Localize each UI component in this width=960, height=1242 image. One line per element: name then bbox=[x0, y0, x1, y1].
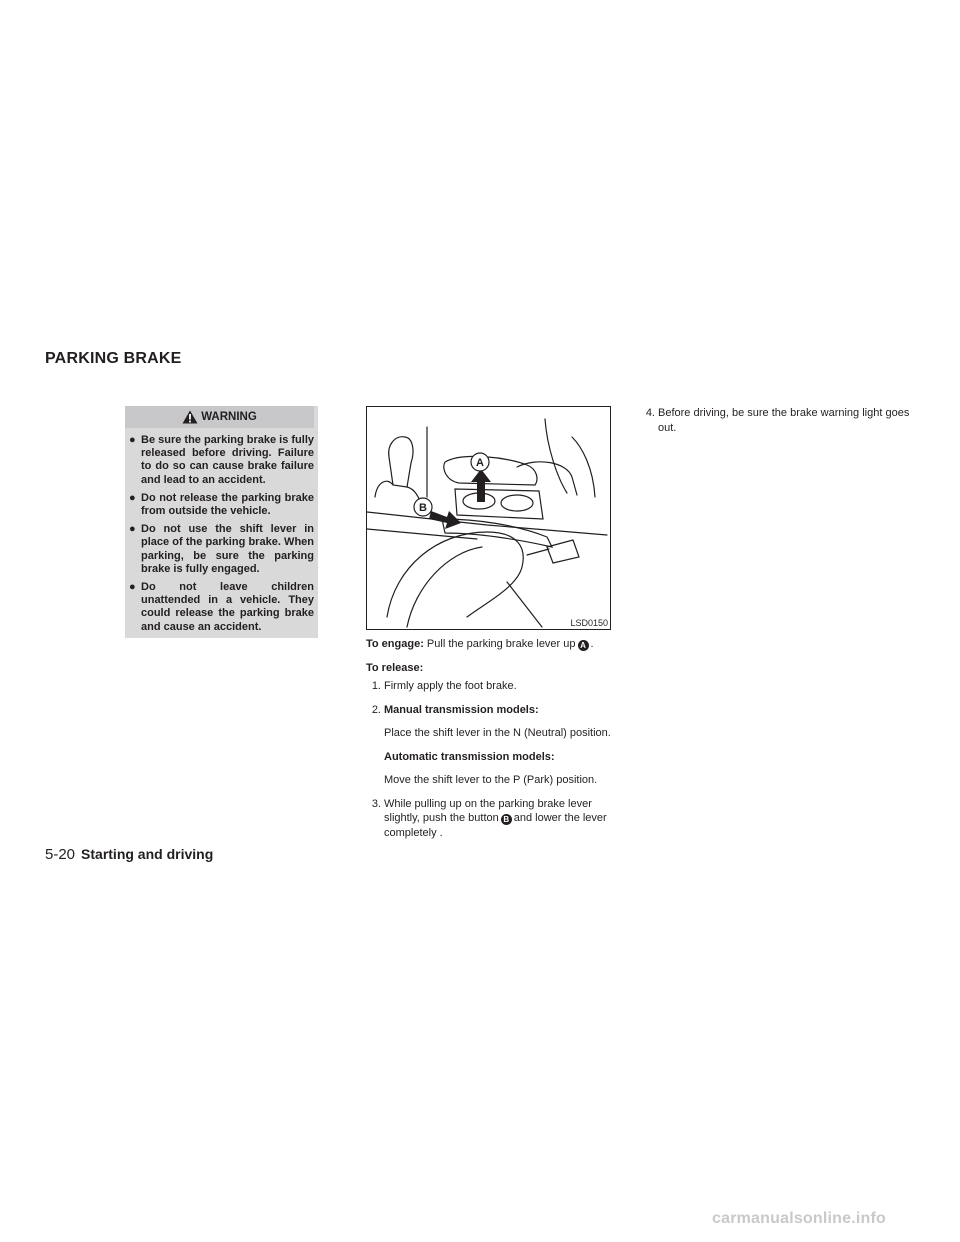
step-2: 2. Manual transmission models: Place the shift lever in the N (Neutral) position. Automatic transmission models: Move the shift lever to the P (Park) position. bbox=[366, 703, 616, 788]
warning-box bbox=[125, 406, 318, 638]
callout-b-label: B bbox=[419, 502, 427, 514]
section-title: PARKING BRAKE bbox=[45, 350, 182, 367]
step-3: 3. While pulling up on the parking brake lever slightly, push the button B and lower the lever completely . bbox=[371, 797, 607, 839]
console-drawing bbox=[367, 407, 610, 629]
warning-item: ● Do not leave children unattended in a vehicle. They could release the parking brake and cause an accident. bbox=[129, 581, 314, 633]
step-1: 1. Firmly apply the foot brake. bbox=[371, 680, 517, 692]
warning-list bbox=[125, 428, 314, 634]
bullet-icon: ● bbox=[129, 491, 136, 504]
bullet-icon: ● bbox=[129, 434, 136, 446]
callout-b-badge: B bbox=[501, 814, 512, 825]
callout-a-badge: A bbox=[578, 640, 589, 651]
figure-code: LSD0150 bbox=[570, 618, 608, 628]
release-label: To release: bbox=[366, 661, 424, 674]
warning-item: ● Be sure the parking brake is fully released before driving. Failure to do so can cause brake failure and lead to an accident. bbox=[129, 434, 315, 486]
warning-title: WARNING bbox=[201, 411, 257, 423]
chapter-name: Starting and driving bbox=[81, 846, 214, 862]
warning-item: ● Do not use the shift lever in place of the parking brake. When parking, be sure the parking brake is fully engaged. bbox=[129, 523, 314, 575]
bullet-icon: ● bbox=[129, 523, 136, 536]
watermark: carmanualsonline.info bbox=[712, 1210, 887, 1227]
manual-text: Place the shift lever in the N (Neutral) position. bbox=[384, 727, 611, 739]
page-footer bbox=[45, 846, 213, 863]
engage-paragraph: To engage: Pull the parking brake lever up A . bbox=[366, 638, 594, 650]
warning-item: ● Do not release the parking brake from outside the vehicle. bbox=[129, 491, 314, 518]
manual-label: Manual transmission models: bbox=[384, 703, 539, 716]
warning-header bbox=[125, 406, 314, 428]
auto-text: Move the shift lever to the P (Park) position. bbox=[384, 774, 598, 786]
bullet-icon: ● bbox=[129, 581, 136, 594]
auto-label: Automatic transmission models: bbox=[384, 750, 555, 763]
parking-brake-illustration bbox=[366, 406, 611, 630]
page-number: 5-20 bbox=[45, 846, 76, 863]
callout-a-label: A bbox=[476, 457, 484, 469]
engage-label: To engage: bbox=[366, 638, 424, 650]
warning-triangle-icon bbox=[182, 410, 198, 424]
instructions-column bbox=[366, 637, 616, 849]
right-column bbox=[640, 406, 910, 444]
step-4: 4. Before driving, be sure the brake warning light goes out. bbox=[645, 407, 910, 434]
engage-text: Pull the parking brake lever up bbox=[426, 638, 576, 650]
arrow-a-icon bbox=[471, 469, 491, 502]
arrow-b-icon bbox=[429, 511, 461, 529]
